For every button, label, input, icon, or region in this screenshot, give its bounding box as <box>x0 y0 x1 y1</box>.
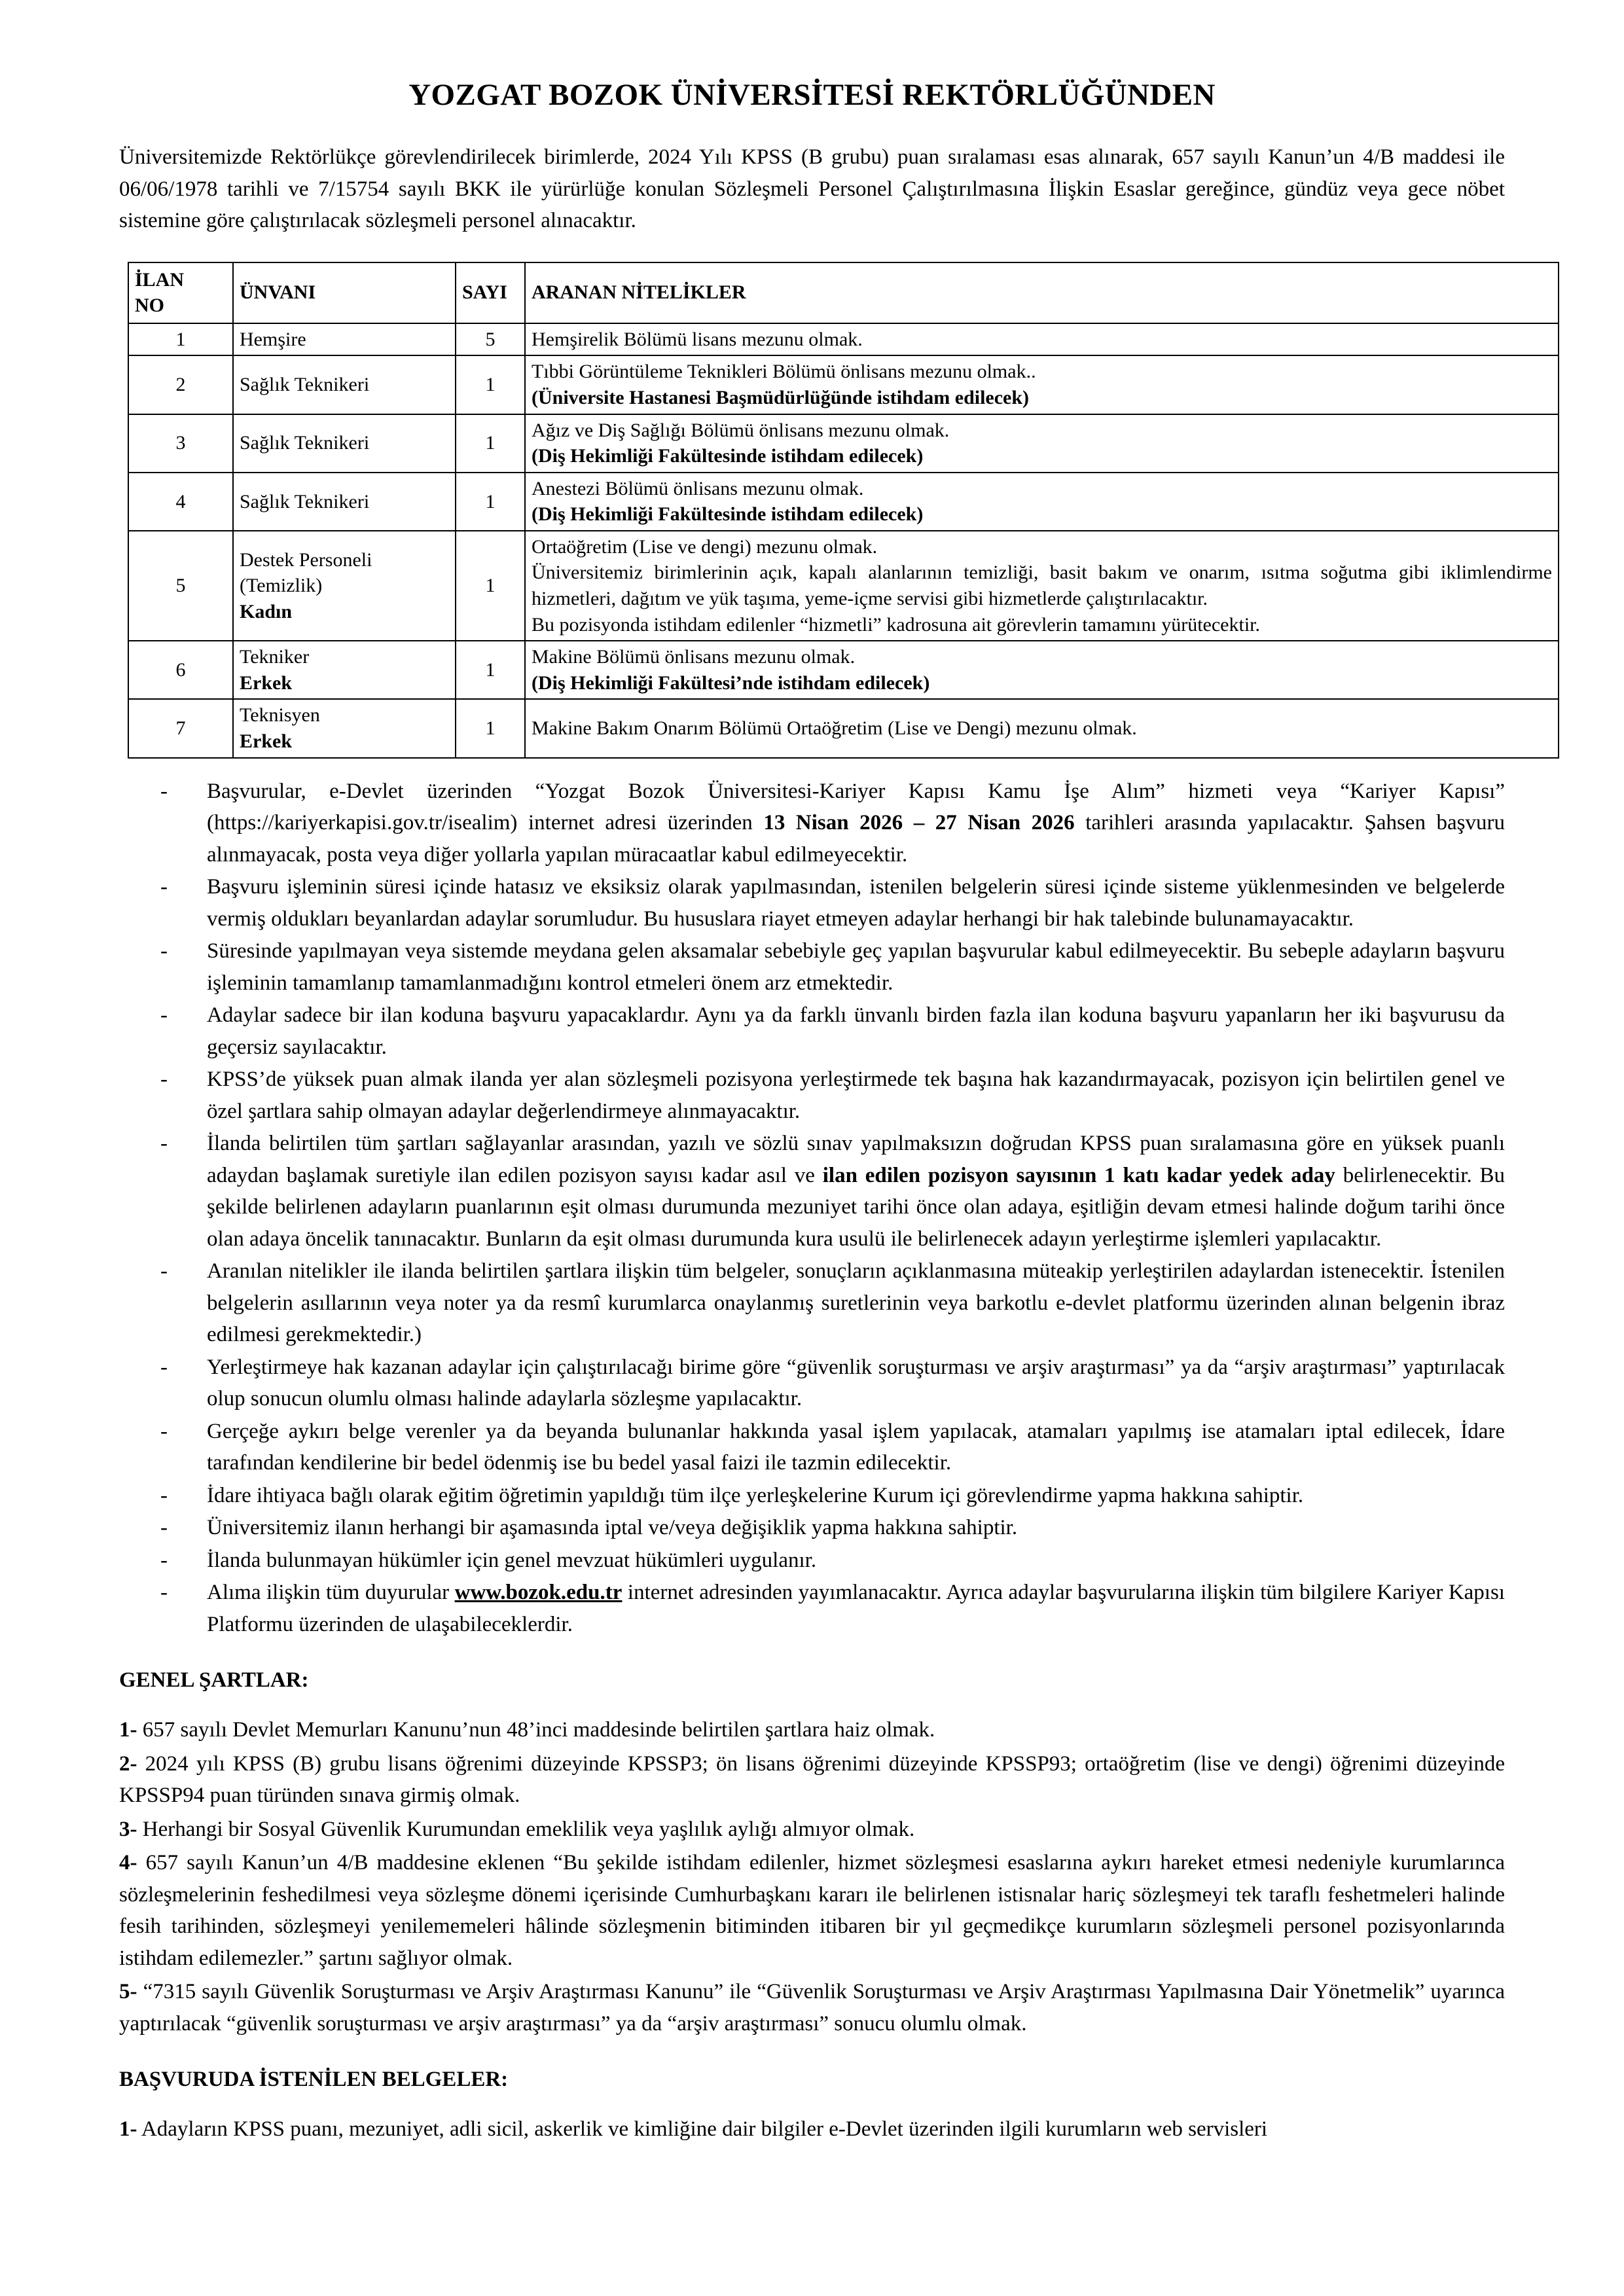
cell-unvani <box>233 641 456 699</box>
unvani-text: Teknisyen <box>240 704 320 726</box>
genel-sartlar-item-number: 2- <box>119 1751 137 1776</box>
belgeler-item <box>119 2113 1505 2145</box>
belgeler-item-number: 1- <box>119 2117 137 2141</box>
nitelik-line: Hemşirelik Bölümü lisans mezunu olmak. <box>532 328 863 350</box>
condition-item <box>119 1512 1505 1544</box>
genel-sartlar-item <box>119 1976 1505 2039</box>
condition-item <box>119 776 1505 871</box>
genel-sartlar-item-number: 3- <box>119 1817 137 1841</box>
unvani-gender-note: Erkek <box>240 672 293 694</box>
cell-nitelikler <box>525 699 1559 757</box>
nitelik-line: Bu pozisyonda istihdam edilenler “hizmetli” kadrosuna ait görevlerin tamamını yürütecektir. <box>532 613 1261 636</box>
cell-nitelikler <box>525 355 1559 414</box>
emphasis-text: ilan edilen pozisyon sayısının 1 katı kadar yedek aday <box>822 1163 1335 1187</box>
cell-sayi: 1 <box>456 355 525 414</box>
body-text: Başvurular, e-Devlet üzerinden “Yozgat Bozok Üniversitesi-Kariyer Kapısı Kamu İşe Alım” hizmeti veya “Kariyer Kapısı” (https://kariyerkapisi.gov.tr/isealim) internet adresi üzerinden <box>207 779 1505 835</box>
nitelik-line: (Diş Hekimliği Fakültesi’nde istihdam edilecek) <box>532 672 930 694</box>
cell-ilan-no: 2 <box>128 355 233 414</box>
condition-item <box>119 1480 1505 1512</box>
nitelik-line: (Diş Hekimliği Fakültesinde istihdam edilecek) <box>532 503 924 526</box>
body-text: Adaylar sadece bir ilan koduna başvuru yapacaklardır. Aynı ya da farklı ünvanlı birden fazla ilan koduna başvuru yapanların her iki başvurusu da geçersiz sayılacaktır. <box>207 1003 1505 1059</box>
cell-nitelikler <box>525 531 1559 641</box>
body-text: internet adresinden yayımlanacaktır. Ayrıca adaylar başvurularına ilişkin tüm bilgilere Kariyer Kapısı Platformu üzerinden de ulaşabileceklerdir. <box>207 1581 1505 1636</box>
nitelik-line: Anestezi Bölümü önlisans mezunu olmak. <box>532 477 864 499</box>
condition-item <box>119 935 1505 999</box>
genel-sartlar-item <box>119 1814 1505 1846</box>
genel-sartlar-item-text: 657 sayılı Kanun’un 4/B maddesine eklenen “Bu şekilde istihdam edilenler, hizmet sözleşmesi esaslarına aykırı hareket etmesi nedeniyle kurumlarınca sözleşmelerinin feshedilmesi veya sözleşme dönemi içerisinde Cumhurbaşkanı kararı ile belirlenen istisnalar hariç sözleşmeyi tek taraflı feshetmeleri halinde fesih tarihinden, sözleşmeyi yenilememeleri hâlinde sözleşmenin bitiminden itibaren bir yıl geçmedikçe kurumların sözleşmeli personel pozisyonlarında istihdam edilemezler.” şartını sağlıyor olmak. <box>119 1851 1505 1970</box>
body-text: Süresinde yapılmayan veya sistemde meydana gelen aksamalar sebebiyle geç yapılan başvurular kabul edilmeyecektir. Bu sebeple adayların başvuru işleminin tamamlanıp tamamlanmadığını kontrol etmeleri önem arz etmektedir. <box>207 939 1505 995</box>
cell-unvani <box>233 414 456 473</box>
unvani-text: Sağlık Teknikeri <box>240 374 370 396</box>
unvani-gender-note: Kadın <box>240 600 293 622</box>
unvani-text: Sağlık Teknikeri <box>240 490 370 512</box>
body-text: KPSS’de yüksek puan almak ilanda yer alan sözleşmeli pozisyona yerleştirmede tek başına hak kazandırmayacak, pozisyon için belirtilen genel ve özel şartlara sahip olmayan adaylar değerlendirmeye alınmayacaktır. <box>207 1067 1505 1123</box>
intro-paragraph: Üniversitemizde Rektörlükçe görevlendirilecek birimlerde, 2024 Yılı KPSS (B grubu) puan sıralaması esas alınarak, 657 sayılı Kanun’un 4/B maddesi ile 06/06/1978 tarihli ve 7/15754 sayılı BKK ile yürürlüğe konulan Sözleşmeli Personel Çalıştırılmasına İlişkin Esaslar gereğince, gündüz veya gece nöbet sistemine göre çalıştırılacak sözleşmeli personel alınacaktır. <box>119 145 1505 233</box>
condition-item <box>119 1577 1505 1640</box>
genel-sartlar-item <box>119 1714 1505 1746</box>
body-text: İlanda belirtilen tüm şartları sağlayanlar arasından, yazılı ve sözlü sınav yapılmaksızın doğrudan KPSS puan sıralamasına göre en yüksek puanlı adaydan başlamak suretiyle ilan edilen pozisyon sayısı kadar asıl ve <box>207 1132 1505 1187</box>
condition-item <box>119 1416 1505 1479</box>
nitelik-line: Makine Bakım Onarım Bölümü Ortaöğretim (Lise ve Dengi) mezunu olmak. <box>532 717 1137 740</box>
unvani-text: Destek Personeli (Temizlik) <box>240 548 372 597</box>
nitelik-line: (Üniversite Hastanesi Başmüdürlüğünde istihdam edilecek) <box>532 386 1030 408</box>
column-header-nitelikler: ARANAN NİTELİKLER <box>525 262 1559 323</box>
table-row <box>128 323 1559 356</box>
body-text: Alıma ilişkin tüm duyurular <box>207 1581 455 1605</box>
cell-unvani <box>233 323 456 356</box>
body-text: İlanda bulunmayan hükümler için genel mevzuat hükümleri uygulanır. <box>207 1548 817 1572</box>
genel-sartlar-item-text: 2024 yılı KPSS (B) grubu lisans öğrenimi düzeyinde KPSSP3; ön lisans öğrenimi düzeyinde KPSSP93; ortaöğretim (lise ve dengi) öğrenimi düzeyinde KPSSP94 puan türünden sınava girmiş olmak. <box>119 1751 1505 1808</box>
table-row <box>128 355 1559 414</box>
condition-item <box>119 871 1505 935</box>
cell-ilan-no: 3 <box>128 414 233 473</box>
cell-unvani <box>233 699 456 757</box>
genel-sartlar-item-number: 1- <box>119 1718 137 1742</box>
body-text: Aranılan nitelikler ile ilanda belirtilen şartlara ilişkin tüm belgeler, sonuçların açıklanmasına müteakip yerleştirilen adaylardan istenecektir. İstenilen belgelerin asıllarının veya noter ya da resmî kurumlarca onaylanmış suretlerinin veya barkotlu e-devlet platformu üzerinden alınan belgenin ibraz edilmesi gerekmektedir.) <box>207 1259 1505 1347</box>
genel-sartlar-item-number: 4- <box>119 1851 137 1875</box>
cell-sayi: 1 <box>456 699 525 757</box>
genel-sartlar-item-text: Herhangi bir Sosyal Güvenlik Kurumundan emeklilik veya yaşlılık aylığı almıyor olmak. <box>137 1817 915 1841</box>
nitelik-line: (Diş Hekimliği Fakültesinde istihdam edilecek) <box>532 445 924 467</box>
cell-sayi: 1 <box>456 473 525 531</box>
table-header-row <box>128 262 1559 323</box>
condition-item <box>119 1128 1505 1255</box>
condition-item <box>119 1545 1505 1577</box>
condition-item <box>119 1255 1505 1351</box>
column-header-sayi: SAYI <box>456 262 525 323</box>
nitelik-line: Tıbbi Görüntüleme Teknikleri Bölümü önlisans mezunu olmak.. <box>532 361 1036 383</box>
page-title: YOZGAT BOZOK ÜNİVERSİTESİ REKTÖRLÜĞÜNDEN <box>408 78 1216 112</box>
cell-nitelikler <box>525 641 1559 699</box>
body-text: İdare ihtiyaca bağlı olarak eğitim öğretimin yapıldığı tüm ilçe yerleşkelerine Kurum içi görevlendirme yapma hakkına sahiptir. <box>207 1483 1304 1507</box>
cell-ilan-no: 5 <box>128 531 233 641</box>
nitelik-line: Üniversitemiz birimlerinin açık, kapalı alanlarının temizliği, basit bakım ve onarım, ısıtma soğutma gibi iklimlendirme hizmetleri, dağıtım ve yük taşıma, yeme-içme servisi gibi hizmetlerde çalıştırılacaktır. <box>532 562 1552 610</box>
table-row <box>128 414 1559 473</box>
table-row <box>128 473 1559 531</box>
body-text: belirlenecektir. Bu şekilde belirlenen adayların puanlarının eşit olması durumunda mezuniyet tarihi önce olan adaya, eşitliğin devam etmesi halinde doğum tarihi önce olan adaya öncelik tanınacaktır. Bunların da eşit olması durumunda kura usulü ile belirlenecek adayın yerleştirme işlemleri yapılacaktır. <box>207 1163 1505 1251</box>
cell-sayi: 5 <box>456 323 525 356</box>
genel-sartlar-item <box>119 1748 1505 1812</box>
cell-sayi: 1 <box>456 531 525 641</box>
bozok-website-link[interactable]: www.bozok.edu.tr <box>454 1581 623 1605</box>
condition-item <box>119 999 1505 1063</box>
cell-ilan-no: 6 <box>128 641 233 699</box>
cell-nitelikler <box>525 414 1559 473</box>
unvani-text: Sağlık Teknikeri <box>240 432 370 454</box>
table-body <box>128 323 1559 758</box>
cell-nitelikler <box>525 323 1559 356</box>
condition-item <box>119 1064 1505 1127</box>
cell-nitelikler <box>525 473 1559 531</box>
table-header <box>128 262 1559 323</box>
ilan-no-line2: NO <box>135 295 164 317</box>
belgeler-list <box>119 2113 1505 2145</box>
cell-unvani <box>233 473 456 531</box>
unvani-gender-note: Erkek <box>240 730 293 753</box>
nitelik-line: Makine Bölümü önlisans mezunu olmak. <box>532 646 856 668</box>
table-row <box>128 531 1559 641</box>
ilan-no-line1: İLAN <box>135 268 185 291</box>
nitelik-line: Ortaöğretim (Lise ve dengi) mezunu olmak. <box>532 535 878 558</box>
belgeler-item-text: Adayların KPSS puanı, mezuniyet, adli sicil, askerlik ve kimliğine dair bilgiler e-Devlet üzerinden ilgili kurumların web servisleri <box>137 2117 1268 2141</box>
emphasis-text: 13 Nisan 2026 – 27 Nisan 2026 <box>763 811 1075 835</box>
cell-sayi: 1 <box>456 414 525 473</box>
cell-unvani <box>233 531 456 641</box>
cell-unvani <box>233 355 456 414</box>
body-text: Başvuru işleminin süresi içinde hatasız ve eksiksiz olarak yapılmasından, istenilen belgelerin süresi içinde sisteme yüklenmesinden ve belgelerde vermiş oldukları beyanlardan adaylar sorumludur. Bu hususlara riayet etmeyen adaylar herhangi bir hak talebinde bulunamayacaktır. <box>207 875 1505 931</box>
cell-sayi: 1 <box>456 641 525 699</box>
column-header-unvani: ÜNVANI <box>233 262 456 323</box>
condition-item <box>119 1352 1505 1415</box>
genel-sartlar-item <box>119 1847 1505 1974</box>
unvani-text: Tekniker <box>240 646 310 668</box>
conditions-bullet-list <box>119 776 1505 1641</box>
body-text: Gerçeğe aykırı belge verenler ya da beyanda bulunanlar hakkında yasal işlem yapılacak, atamaları yapılmış ise atamaları iptal edilecek, İdare tarafından kendilerine bir bedel ödenmiş ise bu bedel yasal faizi ile tazmin edilecektir. <box>207 1419 1505 1475</box>
genel-sartlar-list <box>119 1714 1505 2039</box>
cell-ilan-no: 7 <box>128 699 233 757</box>
column-header-ilan-no <box>128 262 233 323</box>
table-row <box>128 699 1559 757</box>
cell-ilan-no: 1 <box>128 323 233 356</box>
table-row <box>128 641 1559 699</box>
unvani-text: Hemşire <box>240 328 306 350</box>
belgeler-heading: BAŞVURUDA İSTENİLEN BELGELER: <box>119 2068 509 2092</box>
genel-sartlar-item-text: “7315 sayılı Güvenlik Soruşturması ve Arşiv Araştırması Kanunu” ile “Güvenlik Soruşturması ve Arşiv Araştırması Yapılmasına Dair Yönetmelik” uyarınca yaptırılacak “güvenlik soruşturması ve arşiv araştırması” ya da “arşiv araştırması” sonucu olumlu olmak. <box>119 1980 1505 2036</box>
genel-sartlar-item-text: 657 sayılı Devlet Memurları Kanunu’nun 48’inci maddesinde belirtilen şartlara haiz olmak. <box>137 1718 935 1742</box>
cell-ilan-no: 4 <box>128 473 233 531</box>
genel-sartlar-heading: GENEL ŞARTLAR: <box>119 1668 309 1693</box>
nitelik-line: Ağız ve Diş Sağlığı Bölümü önlisans mezunu olmak. <box>532 419 950 441</box>
genel-sartlar-item-number: 5- <box>119 1980 137 2004</box>
positions-table <box>128 262 1559 759</box>
body-text: tarihleri arasında yapılacaktır. Şahsen başvuru alınmayacak, posta veya diğer yollarla yapılan müracaatlar kabul edilmeyecektir. <box>207 811 1505 867</box>
body-text: Üniversitemiz ilanın herhangi bir aşamasında iptal ve/veya değişiklik yapma hakkına sahiptir. <box>207 1516 1018 1540</box>
body-text: Yerleştirmeye hak kazanan adaylar için çalıştırılacağı birime göre “güvenlik soruşturması ve arşiv araştırması” ya da “arşiv araştırması” yaptırılacak olup sonucun olumlu olması halinde adaylarla sözleşme yapılacaktır. <box>207 1355 1505 1411</box>
